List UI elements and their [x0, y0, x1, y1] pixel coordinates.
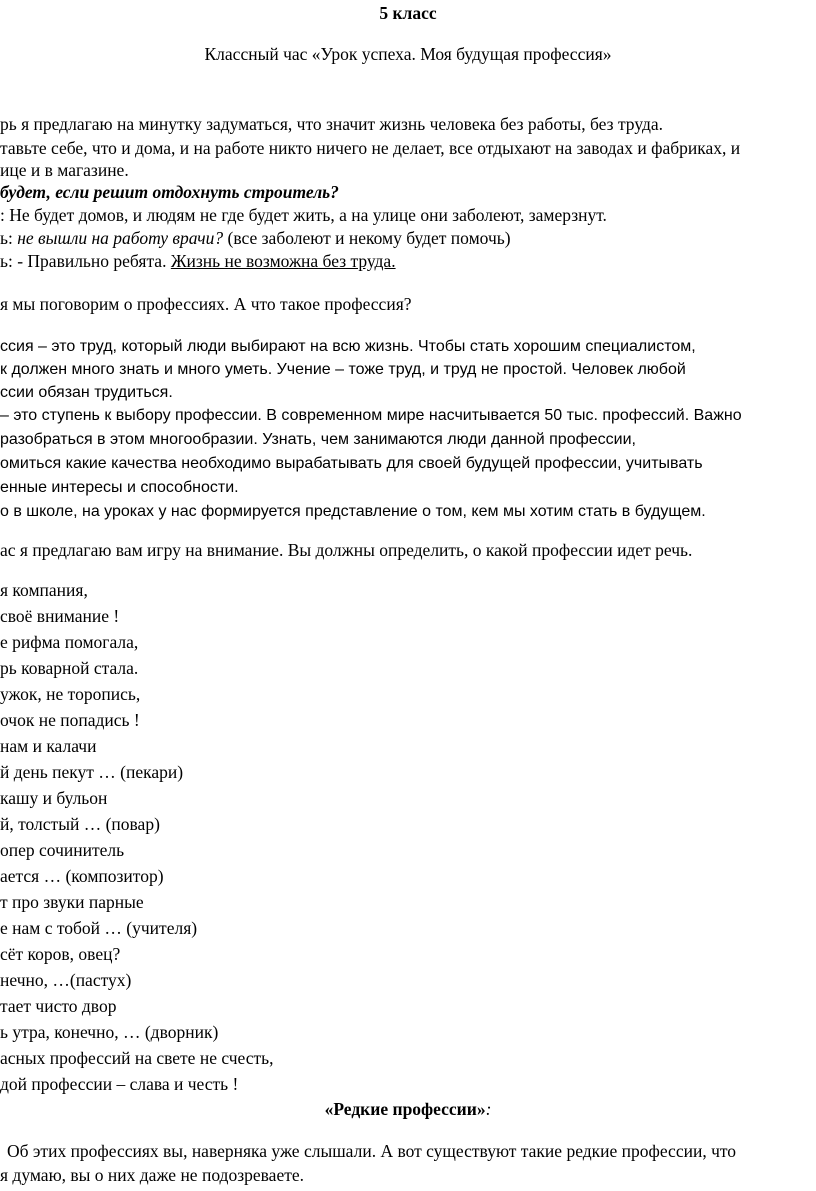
poem-line: нам и калачи	[0, 736, 97, 756]
definition-line-1: ссия – это труд, который люди выбирают на всю жизнь. Чтобы стать хорошим специалистом,	[0, 338, 696, 355]
definition-line-8: о в школе, на уроках у нас формируется представление о том, кем мы хотим стать в будущем.	[0, 503, 706, 520]
rare-heading-text: «Редкие профессии»	[324, 1099, 486, 1119]
poem-line: т про звуки парные	[0, 892, 144, 912]
grade-heading: 5 класс	[379, 3, 437, 23]
poem-line: сёт коров, овец?	[0, 944, 121, 964]
rare-line-2: я думаю, вы о них даже не подозреваете.	[0, 1165, 305, 1185]
poem-line: очок не попадись !	[0, 710, 140, 730]
poem-line: нечно, …(пастух)	[0, 970, 132, 990]
rare-line-1: Об этих профессиях вы, наверняка уже слышали. А вот существуют такие редкие профессии, что	[7, 1141, 737, 1161]
definition-line-7: енные интересы и способности.	[0, 479, 239, 496]
page-title: Классный час «Урок успеха. Моя будущая профессия»	[204, 44, 612, 64]
intro-line-6-question: не вышли на работу врачи?	[17, 228, 224, 248]
definition-line-6: омиться какие качества необходимо вырабатывать для своей будущей профессии, учитывать	[0, 455, 703, 472]
intro-line-3: ице и в магазине.	[0, 160, 129, 180]
definition-line-4: – это ступень к выбору профессии. В современном мире насчитывается 50 тыс. профессий. Важно	[0, 407, 742, 424]
poem-line: й день пекут … (пекари)	[0, 762, 184, 782]
poem-line: й, толстый … (повар)	[0, 814, 160, 834]
intro-answer: : Не будет домов, и людям не где будет жить, а на улице они заболеют, замерзнут.	[0, 205, 607, 225]
poem-line: е рифма помогала,	[0, 632, 139, 652]
definition-line-2: к должен много знать и много уметь. Учение – тоже труд, и труд не простой. Человек любой	[0, 361, 686, 378]
poem-line: своё внимание !	[0, 606, 120, 626]
poem-line: ается … (композитор)	[0, 866, 164, 886]
intro-line-7-prefix: ь: - Правильно ребята.	[0, 251, 171, 271]
definition-line-3: ссии обязан трудиться.	[0, 384, 173, 401]
definition-line-5: разобраться в этом многообразии. Узнать, чем занимаются люди данной профессии,	[0, 431, 636, 448]
intro-line-6-prefix: ь:	[0, 228, 18, 248]
intro-question: будет, если решит отдохнуть строитель?	[0, 182, 339, 202]
rare-heading-colon: :	[485, 1099, 492, 1119]
topic-line: я мы поговорим о профессиях. А что такое профессия?	[0, 294, 412, 314]
poem-line: тает чисто двор	[0, 996, 117, 1016]
intro-line-6	[0, 227, 511, 249]
intro-line-2: тавьте себе, что и дома, и на работе никто ничего не делает, все отдыхают на заводах и фабриках, и	[0, 138, 741, 158]
poem-line: кашу и бульон	[0, 788, 108, 808]
game-intro: ас я предлагаю вам игру на внимание. Вы должны определить, о какой профессии идет речь.	[0, 540, 693, 560]
poem-line: я компания,	[0, 580, 88, 600]
intro-line-7	[0, 250, 396, 272]
poem-line: е нам с тобой … (учителя)	[0, 918, 198, 938]
poem-line: ь утра, конечно, … (дворник)	[0, 1022, 219, 1042]
intro-line-6-suffix: (все заболеют и некому будет помочь)	[223, 228, 511, 248]
poem-line: дой профессии – слава и честь !	[0, 1074, 239, 1094]
intro-conclusion: Жизнь не возможна без труда.	[170, 251, 396, 271]
poem-line: ужок, не торопись,	[0, 684, 141, 704]
intro-line-1: рь я предлагаю на минутку задуматься, что значит жизнь человека без работы, без труда.	[0, 114, 664, 134]
rare-professions-heading	[0, 1098, 816, 1120]
poem-line: асных профессий на свете не счесть,	[0, 1048, 274, 1068]
poem-line: опер сочинитель	[0, 840, 125, 860]
poem-line: рь коварной стала.	[0, 658, 139, 678]
